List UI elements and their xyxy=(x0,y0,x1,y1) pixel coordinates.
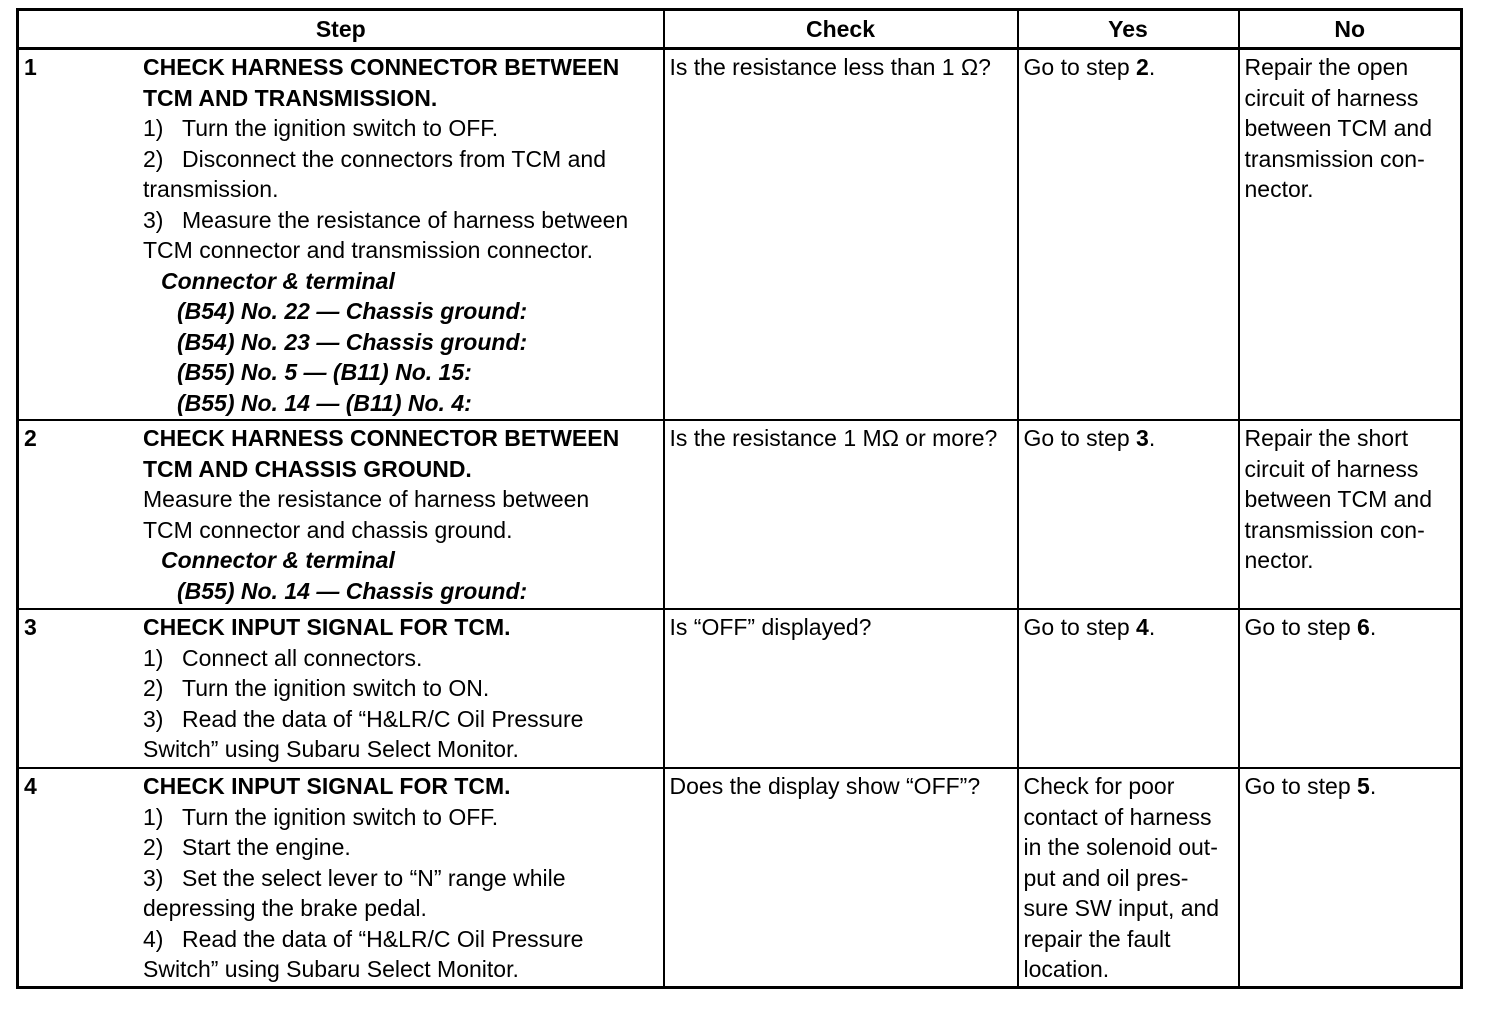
connector-item: (B54) No. 22 — Chassis ground: xyxy=(177,298,528,324)
instruction: 3) Measure the resistance of harness between xyxy=(143,206,629,233)
step-number: 2 xyxy=(24,425,37,451)
step-cell xyxy=(18,420,664,609)
table-row xyxy=(18,420,1462,609)
step-ref: 3 xyxy=(1136,425,1149,451)
step-ref: 2 xyxy=(1136,54,1149,80)
yes-cell: Go to step 3. xyxy=(1018,420,1239,609)
no-cell: Repair the open circuit of harness between TCM and transmission con-nector. xyxy=(1239,49,1462,421)
header-check: Check xyxy=(664,10,1018,49)
check-cell: Is the resistance 1 MΩ or more? xyxy=(664,420,1018,609)
table-row xyxy=(18,49,1462,421)
connector-item: (B54) No. 23 — Chassis ground: xyxy=(177,328,528,355)
header-no: No xyxy=(1239,10,1462,49)
instruction: TCM connector and chassis ground. xyxy=(143,516,513,543)
step-title: CHECK HARNESS CONNECTOR BETWEEN xyxy=(143,425,620,451)
step-cell xyxy=(18,768,664,988)
no-cell: Repair the short circuit of harness between TCM and transmission con-nector. xyxy=(1239,420,1462,609)
connector-item: (B55) No. 5 — (B11) No. 15: xyxy=(177,359,472,385)
instruction: transmission. xyxy=(143,176,279,202)
connector-title: Connector & terminal xyxy=(161,267,395,294)
yes-cell: Go to step 2. xyxy=(1018,49,1239,421)
step-title: CHECK INPUT SIGNAL FOR TCM. xyxy=(143,614,511,640)
check-cell: Is the resistance less than 1 Ω? xyxy=(664,49,1018,421)
instruction: 3) Set the select lever to “N” range while xyxy=(143,864,566,891)
instruction: 2) Turn the ignition switch to ON. xyxy=(143,675,490,701)
header-yes: Yes xyxy=(1018,10,1239,49)
step-number: 1 xyxy=(24,54,37,80)
header-row xyxy=(18,10,1462,49)
step-ref: 6 xyxy=(1357,614,1370,640)
step-title: TCM AND CHASSIS GROUND. xyxy=(143,455,472,482)
instruction: 1) Turn the ignition switch to OFF. xyxy=(143,803,499,830)
check-cell: Is “OFF” displayed? xyxy=(664,609,1018,768)
instruction: TCM connector and transmission connector. xyxy=(143,237,593,263)
instruction: 2) Start the engine. xyxy=(143,834,351,860)
header-step: Step xyxy=(18,10,664,49)
instruction: 1) Connect all connectors. xyxy=(143,644,423,671)
step-cell xyxy=(18,49,664,421)
yes-cell: Check for poor contact of harness in the solenoid out-put and oil pres-sure SW input, and repair the fault location. xyxy=(1018,768,1239,988)
step-cell xyxy=(18,609,664,768)
step-ref: 4 xyxy=(1136,614,1149,640)
instruction: depressing the brake pedal. xyxy=(143,895,427,921)
no-cell: Go to step 6. xyxy=(1239,609,1462,768)
check-cell: Does the display show “OFF”? xyxy=(664,768,1018,988)
step-title: TCM AND TRANSMISSION. xyxy=(143,84,438,111)
diagnostic-table xyxy=(16,8,1463,989)
step-title: CHECK HARNESS CONNECTOR BETWEEN xyxy=(143,54,620,80)
connector-title: Connector & terminal xyxy=(161,547,395,573)
yes-cell: Go to step 4. xyxy=(1018,609,1239,768)
step-title: CHECK INPUT SIGNAL FOR TCM. xyxy=(143,773,511,799)
step-number: 3 xyxy=(24,614,37,640)
instruction: 3) Read the data of “H&LR/C Oil Pressure xyxy=(143,705,584,732)
connector-item: (B55) No. 14 — Chassis ground: xyxy=(177,577,528,604)
instruction: 4) Read the data of “H&LR/C Oil Pressure xyxy=(143,925,584,952)
instruction: 1) Turn the ignition switch to OFF. xyxy=(143,115,499,141)
instruction: 2) Disconnect the connectors from TCM and xyxy=(143,145,606,172)
instruction: Switch” using Subaru Select Monitor. xyxy=(143,736,519,762)
instruction: Switch” using Subaru Select Monitor. xyxy=(143,956,519,982)
step-ref: 5 xyxy=(1357,773,1370,799)
no-cell: Go to step 5. xyxy=(1239,768,1462,988)
table-row xyxy=(18,768,1462,988)
table-row xyxy=(18,609,1462,768)
connector-item: (B55) No. 14 — (B11) No. 4: xyxy=(177,389,472,416)
instruction: Measure the resistance of harness between xyxy=(143,486,590,512)
step-number: 4 xyxy=(24,773,37,799)
